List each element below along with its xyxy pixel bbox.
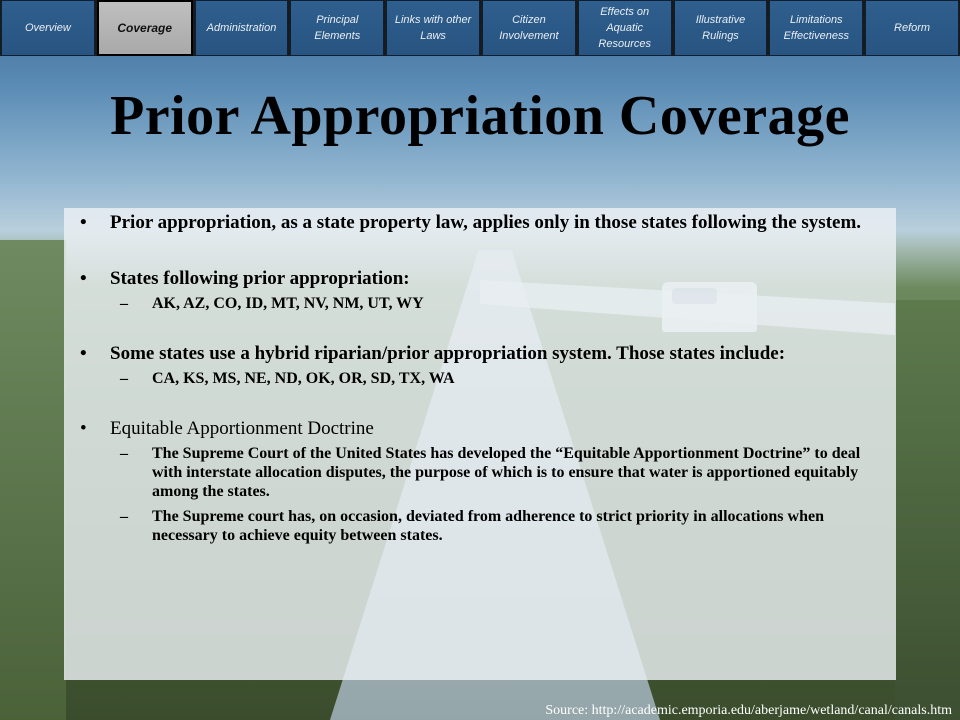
bullet-item: [78, 268, 882, 290]
sub-bullet-item: [78, 369, 882, 388]
tab-principal-elements[interactable]: Principal Elements: [290, 0, 384, 56]
tab-effects-on-aquatic-resources[interactable]: Effects on Aquatic Resources: [578, 0, 672, 56]
tab-reform[interactable]: Reform: [865, 0, 959, 56]
tab-coverage[interactable]: Coverage: [97, 0, 193, 56]
sub-bullet-text: CA, KS, MS, NE, ND, OK, OR, SD, TX, WA: [152, 370, 455, 387]
tab-overview[interactable]: Overview: [1, 0, 95, 56]
sub-bullet-text: The Supreme court has, on occasion, deviated from adherence to strict priority in allocations when necessary to achieve equity between states.: [152, 508, 824, 544]
content-panel: [64, 208, 896, 680]
tab-limitations-effectiveness[interactable]: Limitations Effectiveness: [769, 0, 863, 56]
dash-marker: –: [120, 370, 128, 387]
bullet-item: [78, 343, 882, 365]
source-citation: Source: http://academic.emporia.edu/aberjame/wetland/canal/canals.htm: [545, 703, 952, 718]
bullet-dot: •: [80, 212, 87, 233]
dash-marker: –: [120, 295, 128, 312]
bullet-item: [78, 418, 882, 440]
tab-links-with-other-laws[interactable]: Links with other Laws: [386, 0, 480, 56]
sub-bullet-item: [78, 444, 882, 501]
sub-bullet-text: The Supreme Court of the United States has developed the “Equitable Apportionment Doctrine” to deal with interstate allocation disputes, the purpose of which is to ensure that water is apportioned equitably among the states.: [152, 445, 861, 500]
page-title: Prior Appropriation Coverage: [110, 85, 850, 147]
sub-bullet-item: [78, 507, 882, 545]
bullet-text: States following prior appropriation:: [110, 268, 410, 289]
background-grass-left: [0, 240, 66, 720]
tab-illustrative-rulings[interactable]: Illustrative Rulings: [674, 0, 768, 56]
dash-marker: –: [120, 508, 128, 525]
tab-citizen-involvement[interactable]: Citizen Involvement: [482, 0, 576, 56]
dash-marker: –: [120, 445, 128, 462]
sub-bullet-item: [78, 294, 882, 313]
sub-bullet-text: AK, AZ, CO, ID, MT, NV, NM, UT, WY: [152, 295, 424, 312]
bullet-item: [78, 212, 882, 234]
bullet-text: Some states use a hybrid riparian/prior appropriation system. Those states include:: [110, 343, 786, 364]
tab-administration[interactable]: Administration: [195, 0, 289, 56]
background-grass-right: [895, 300, 960, 720]
bullet-dot: •: [80, 343, 87, 364]
bullet-text: Equitable Apportionment Doctrine: [110, 418, 374, 439]
bullet-dot: •: [80, 418, 87, 439]
bullet-text: Prior appropriation, as a state property law, applies only in those states following the system.: [110, 212, 862, 233]
nav-tab-bar: [0, 0, 960, 56]
bullet-dot: •: [80, 268, 87, 289]
